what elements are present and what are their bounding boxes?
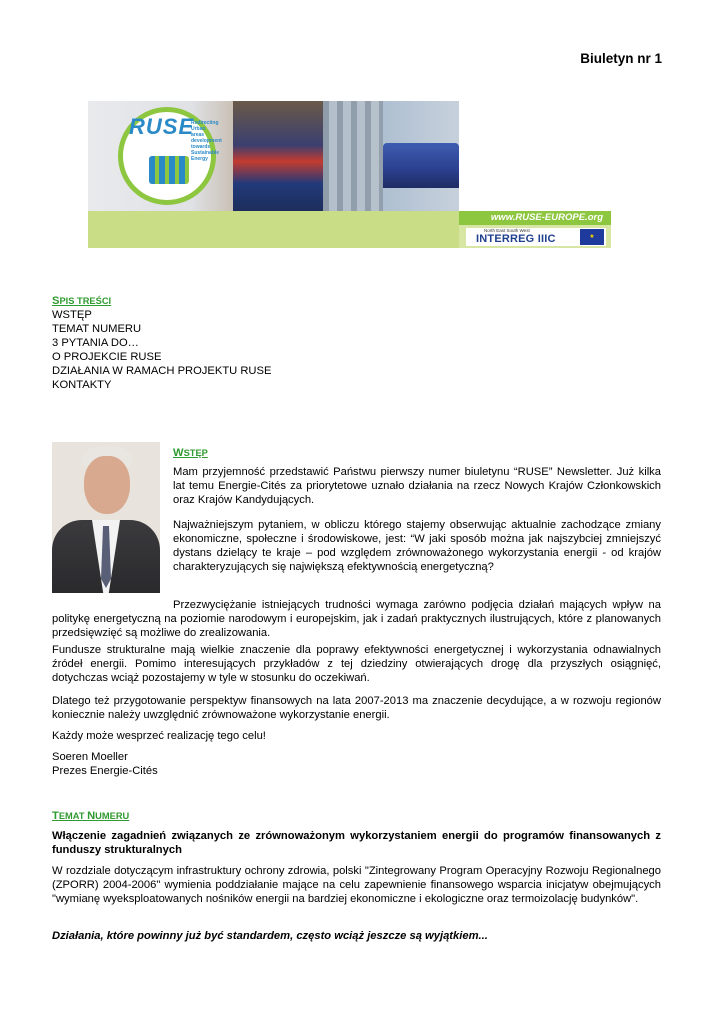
city-icon bbox=[149, 156, 189, 184]
toc-item[interactable]: O PROJEKCIE RUSE bbox=[52, 351, 162, 363]
author-portrait bbox=[52, 442, 160, 593]
toc-item[interactable]: 3 PYTANIA DO… bbox=[52, 337, 139, 349]
interreg-logo bbox=[466, 228, 606, 246]
toc-heading: SPIS TREŚCI bbox=[52, 295, 112, 307]
eu-flag-icon: ★ bbox=[580, 229, 604, 245]
toc-item[interactable]: DZIAŁANIA W RAMACH PROJEKTU RUSE bbox=[52, 365, 272, 377]
intro-paragraph-1: Mam przyjemność przedstawić Państwu pierwszy numer biuletynu “RUSE” Newsletter. Już kilka lat temu Energie-Cités za priorytetowe uznało działania na rzecz Nowych Krajów Członkowskich oraz Krajów Kandydujących. bbox=[173, 466, 661, 506]
toc-item[interactable]: KONTAKTY bbox=[52, 379, 112, 391]
intro-heading: WSTĘP bbox=[173, 447, 208, 459]
topic-title: Włączenie zagadnień związanych ze zrównoważonym wykorzystaniem energii do programów finansowanych z funduszy strukturalnych bbox=[52, 830, 661, 856]
intro-paragraph-5: Dlatego też przygotowanie perspektyw finansowych na lata 2007-2013 ma znaczenie decydujące, a w rozwoju regionów koniecznie należy uwzględnić zrównoważone wykorzystanie energii. bbox=[52, 695, 661, 721]
intro-paragraph-4: Fundusze strukturalne mają wielkie znaczenie dla poprawy efektywności energetycznej i wykorzystania odnawialnych źródeł energii. Pomimo interesujących przykładów z tej dziedziny otwierających drogę dla przyszłych osiągnięć, dotychczas wciąż pozostajemy w tyle w stosunku do oczekiwań. bbox=[52, 644, 661, 684]
bulletin-number: Biuletyn nr 1 bbox=[580, 51, 662, 66]
topic-paragraph-1: W rozdziale dotyczącym infrastruktury ochrony zdrowia, polski "Zintegrowany Program Operacyjny Rozwoju Regionalnego (ZPORR) 2004-2006" wymienia poddziałanie mające na celu zapewnienie finansowego wsparcia inicjatyw obejmujących "wymianę wyeksploatowanych nośników energii na bardziej ekonomiczne i ekologiczne oraz termoizolację budynków". bbox=[52, 865, 661, 905]
banner-worker-image bbox=[233, 101, 323, 211]
toc-item[interactable]: TEMAT NUMERU bbox=[52, 323, 142, 335]
toc-list bbox=[52, 308, 271, 392]
intro-paragraph-6: Każdy może wesprzeć realizację tego celu! bbox=[52, 730, 266, 742]
ruse-url[interactable]: www.RUSE-EUROPE.org bbox=[459, 211, 611, 225]
topic-paragraph-2: Działania, które powinny już być standardem, często wciąż jeszcze są wyjątkiem... bbox=[52, 930, 488, 942]
signature-name: Soeren Moeller bbox=[52, 751, 128, 763]
signature bbox=[52, 750, 158, 778]
banner-photo bbox=[88, 101, 459, 211]
ruse-logo-text: RUSE bbox=[129, 114, 195, 139]
topic-heading: TEMAT NUMERU bbox=[52, 810, 130, 822]
intro-paragraph-2: Najważniejszym pytaniem, w obliczu którego stajemy obserwując aktualnie zachodzące zmiany ekonomiczne, społeczne i środowiskowe, jest: “W jaki sposób można jak najszybciej zmniejszyć dystans dzielący te kraje – pod względem zrównoważonego wykorzystania energii - od krajów charakteryzujących się największą efektywnością energetyczną? bbox=[173, 519, 661, 573]
table-of-contents bbox=[52, 294, 271, 392]
banner-tram-image bbox=[383, 143, 459, 188]
ruse-logo bbox=[118, 107, 222, 205]
interreg-text: INTERREG IIIC bbox=[476, 233, 556, 245]
toc-item[interactable]: WSTĘP bbox=[52, 309, 92, 321]
ruse-tagline: Redirecting Urban areas development towards Sustainable Energy bbox=[191, 120, 222, 162]
intro-paragraph-3: Przezwyciężanie istniejących trudności wymaga zarówno podjęcia działań mających wpływ na politykę energetyczną na poziomie narodowym i europejskim, jak i zadań praktycznych ilustrujących, które z planowanych przedsięwzięć są możliwe do zrealizowania. bbox=[52, 599, 661, 639]
signature-title: Prezes Energie-Cités bbox=[52, 765, 158, 777]
ruse-banner bbox=[88, 101, 611, 248]
banner-pipes-image bbox=[323, 101, 383, 211]
interreg-region: North East South West bbox=[484, 228, 530, 233]
